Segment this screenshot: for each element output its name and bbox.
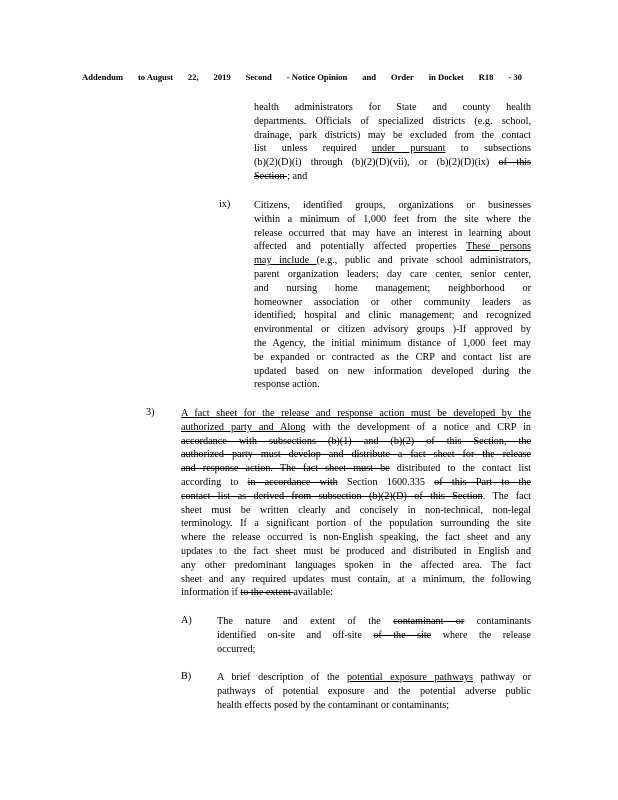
- paragraph-nature-extent: [217, 615, 531, 656]
- item-marker-B: B): [181, 671, 192, 682]
- line-text: updates to the fact sheet must be produced and distributed in English and: [181, 545, 531, 557]
- struck-text: and response action. The fact sheet must be: [181, 463, 390, 475]
- line-text: within a minimum of 1,000 feet from the site where the: [254, 213, 531, 225]
- struck-text: of this Part to the: [434, 476, 531, 488]
- text-line: [254, 101, 531, 115]
- line-text: pathway or: [472, 672, 531, 683]
- line-text: distributed to the contact list: [389, 463, 531, 475]
- text-line: [254, 213, 531, 227]
- text-line: [217, 643, 531, 657]
- line-text: list unless required: [254, 143, 372, 155]
- text-line: [181, 559, 531, 573]
- inserted-text: under pursuant: [371, 143, 446, 155]
- line-text: environmental or citizen advisory groups )-If approved by: [254, 324, 531, 336]
- text-line: [254, 337, 531, 351]
- text-line: [181, 504, 531, 518]
- text-line: [254, 282, 531, 296]
- text-line: [254, 129, 531, 143]
- line-text: the Agency, the initial minimum distance of 1,000 feet may: [254, 337, 531, 349]
- line-text: sheet and any required updates must contain, at a minimum, the following: [181, 573, 531, 585]
- inserted-text: potential exposure pathways: [346, 672, 473, 683]
- text-line: [181, 490, 531, 504]
- item-marker-3: 3): [146, 407, 155, 418]
- text-line: [254, 199, 531, 213]
- text-line: [181, 545, 531, 559]
- text-line: [254, 309, 531, 323]
- paragraph-fact-sheet: [181, 407, 531, 600]
- text-line: [181, 435, 531, 449]
- text-line: [254, 378, 531, 392]
- text-line: [181, 573, 531, 587]
- line-text: identified on-site and off-site: [217, 629, 374, 641]
- line-text: Citizens, identified groups, organizations or businesses: [254, 200, 531, 211]
- text-line: [217, 671, 531, 685]
- text-line: [254, 240, 531, 254]
- text-line: [217, 685, 531, 699]
- line-text: drainage, park districts) may be excluded from the contact: [254, 129, 531, 141]
- text-line: [254, 365, 531, 379]
- struck-text: to the extent: [240, 587, 294, 599]
- line-text: . The fact: [482, 490, 531, 502]
- paragraph-exposure: [217, 671, 531, 712]
- line-text: information if: [181, 587, 241, 599]
- text-line: [181, 517, 531, 531]
- line-text: health administrators for State and county health: [254, 102, 531, 113]
- line-text: any other predominant languages spoken in the affected area. The fact: [181, 559, 531, 571]
- line-text: response action.: [254, 379, 320, 391]
- line-text: homeowner association or other community leaders as: [254, 296, 531, 308]
- line-text: pathways of potential exposure and the potential adverse public: [217, 685, 531, 697]
- struck-text: accordance with subsections (b)(1) and (b)(2) of this Section, the: [181, 435, 531, 447]
- text-line: [181, 476, 531, 490]
- text-line: [254, 170, 531, 184]
- struck-text: of this: [498, 157, 531, 169]
- header-part: Order: [390, 72, 414, 82]
- line-text: health effects posed by the contaminant or contaminants;: [217, 699, 450, 711]
- text-line: [254, 142, 531, 156]
- header-part: 22,: [187, 72, 199, 82]
- text-line: [181, 448, 531, 462]
- text-line: [181, 531, 531, 545]
- text-line: [254, 296, 531, 310]
- line-text: (b)(2)(D)(i) through (b)(2)(D)(vii), or (b)(2)(D)(ix): [254, 157, 499, 169]
- header-part: Second: [245, 72, 272, 82]
- text-line: [254, 323, 531, 337]
- line-text: departments. Officials of specialized districts (e.g. school,: [254, 115, 531, 127]
- struck-text: of the site: [373, 629, 432, 641]
- line-text: (e.g., public and private school administrators,: [316, 255, 531, 267]
- struck-text: authorized party must develop and distribute a fact sheet for the release: [181, 449, 531, 461]
- text-line: [181, 462, 531, 476]
- line-text: occurred;: [217, 643, 256, 655]
- header-part: 2019: [213, 72, 231, 82]
- header-part: Addendum: [82, 72, 124, 82]
- page-header: [82, 72, 522, 82]
- item-marker-A: A): [181, 615, 192, 626]
- line-text: sheet must be written clearly and concisely in non-technical, non-legal: [181, 504, 531, 516]
- line-text: terminology. If a significant portion of the population surrounding the site: [181, 518, 531, 530]
- text-line: [217, 615, 531, 629]
- struck-text: contaminant or: [393, 616, 465, 627]
- line-text: available:: [293, 587, 333, 599]
- line-text: A brief description of the: [217, 672, 347, 683]
- header-part: in Docket: [428, 72, 464, 82]
- struck-text: in accordance with: [247, 476, 338, 488]
- line-text: contaminants: [464, 616, 531, 627]
- text-line: [254, 268, 531, 282]
- text-line: [181, 421, 531, 435]
- line-text: be expanded or contracted as the CRP and contact list are: [254, 351, 531, 363]
- line-text: Section 1600.335: [337, 476, 435, 488]
- text-line: [254, 156, 531, 170]
- line-text: parent organization leaders; day care center, senior center,: [254, 268, 531, 280]
- text-line: [254, 115, 531, 129]
- inserted-text: may include: [254, 255, 317, 267]
- struck-text: contact list as derived from subsection (b)(2)(D) of this Section: [181, 490, 483, 502]
- header-part: - 30: [508, 72, 522, 82]
- line-text: where the release: [431, 629, 531, 641]
- line-text: with the development of a notice and CRP in: [305, 421, 531, 433]
- item-marker-ix: ix): [219, 199, 231, 210]
- header-part: R18: [478, 72, 494, 82]
- struck-text: Section: [254, 170, 288, 182]
- paragraph-citizens: [254, 199, 531, 392]
- line-text: updated based on new information developed during the: [254, 365, 531, 377]
- text-line: [181, 586, 531, 600]
- line-text: identified; hospital and clinic management; and recognized: [254, 310, 531, 322]
- header-part: - Notice Opinion: [286, 72, 348, 82]
- text-line: [217, 629, 531, 643]
- line-text: The nature and extent of the: [217, 616, 394, 627]
- inserted-text: These persons: [465, 241, 531, 253]
- header-part: to August: [137, 72, 174, 82]
- line-text: and nursing home management; neighborhood or: [254, 282, 531, 294]
- line-text: affected and potentially affected properties: [254, 241, 466, 253]
- line-text: release occurred that may have an interest in learning about: [254, 227, 531, 239]
- text-line: [254, 227, 531, 241]
- text-line: [217, 699, 531, 713]
- line-text: to subsections: [445, 143, 531, 155]
- line-text: according to: [181, 476, 248, 488]
- line-text: ; and: [287, 170, 308, 182]
- text-line: [254, 254, 531, 268]
- paragraph-officials: [254, 101, 531, 184]
- inserted-text: authorized party and Along: [181, 421, 306, 433]
- text-line: [181, 407, 531, 421]
- inserted-text: A fact sheet for the release and response action must be developed by the: [181, 408, 531, 419]
- text-line: [254, 351, 531, 365]
- header-part: and: [362, 72, 377, 82]
- line-text: where the release occurred is non-English speaking, the fact sheet and any: [181, 532, 531, 544]
